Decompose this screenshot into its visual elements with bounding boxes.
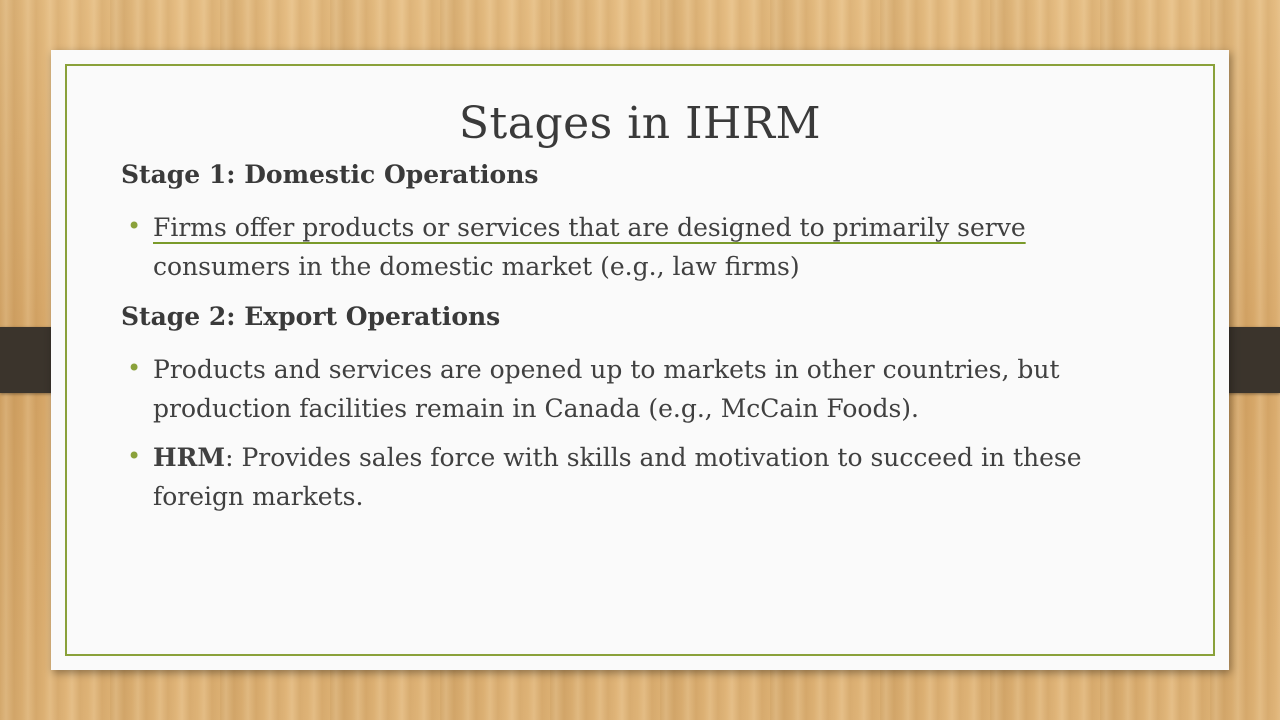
- bullet-dot-icon: •: [127, 354, 142, 382]
- stage1-bullet-text: consumers in the domestic market (e.g., law firms): [153, 252, 800, 281]
- slide-title: Stages in IHRM: [458, 98, 822, 149]
- bullet-dot-icon: •: [127, 442, 142, 470]
- stage1-heading: Stage 1: Domestic Operations: [121, 160, 539, 189]
- slide-content: [121, 158, 1151, 516]
- stage1-bullet: [121, 208, 1151, 286]
- stage2-bullet-2-text: : Provides sales force with skills and motivation to succeed in these foreign markets.: [153, 443, 1082, 511]
- hrm-label: HRM: [153, 443, 226, 472]
- stage2-bullet-2: [121, 438, 1151, 516]
- bullet-dot-icon: •: [127, 212, 142, 240]
- stage2-bullet-1: [121, 350, 1151, 428]
- slide-paper: [51, 50, 1229, 670]
- stage2-heading: Stage 2: Export Operations: [121, 302, 501, 331]
- stage1-bullet-underlined-text: Firms offer products or services that are designed to primarily serve: [153, 213, 1026, 242]
- stage2-bullet-1-text: Products and services are opened up to markets in other countries, but production facilities remain in Canada (e.g., McCain Foods).: [153, 355, 1060, 423]
